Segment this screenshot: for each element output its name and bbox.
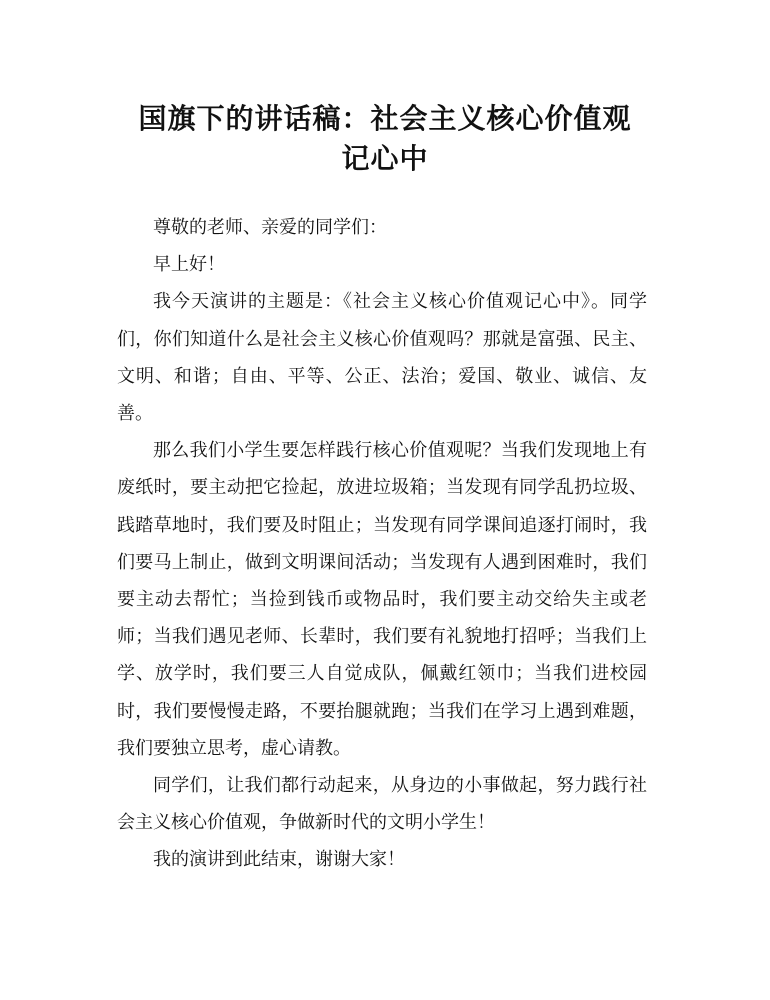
call-to-action-paragraph: 同学们，让我们都行动起来，从身边的小事做起，努力践行社会主义核心价值观，争做新时代的文明小学生！ (117, 775, 647, 834)
document-title (0, 99, 770, 179)
greeting-paragraph: 早上好！ (153, 254, 225, 276)
title-line-2: 记心中 (341, 141, 429, 175)
practice-paragraph: 那么我们小学生要怎样践行核心价值观呢？当我们发现地上有废纸时，要主动把它捡起，放进垃圾箱；当发现有同学乱扔垃圾、践踏草地时，我们要及时阻止；当发现有同学课间追逐打闹时，我们要马上制止，做到文明课间活动；当发现有人遇到困难时，我们要主动去帮忙；当捡到钱币或物品时，我们要主动交给失主或老师；当我们遇见老师、长辈时，我们要有礼貌地打招呼；当我们上学、放学时，我们要三人自觉成队，佩戴红领巾；当我们进校园时，我们要慢慢走路，不要抬腿就跑；当我们在学习上遇到难题，我们要独立思考，虚心请教。 (117, 440, 647, 759)
topic-paragraph: 我今天演讲的主题是：《社会主义核心价值观记心中》。同学们，你们知道什么是社会主义核心价值观吗？那就是富强、民主、文明、和谐；自由、平等、公正、法治；爱国、敬业、诚信、友善。 (117, 291, 647, 425)
title-line-1: 国旗下的讲话稿：社会主义核心价值观 (138, 101, 632, 135)
document-body (117, 209, 647, 879)
salutation-paragraph: 尊敬的老师、亲爱的同学们： (153, 217, 387, 238)
closing-paragraph: 我的演讲到此结束，谢谢大家！ (153, 849, 405, 871)
